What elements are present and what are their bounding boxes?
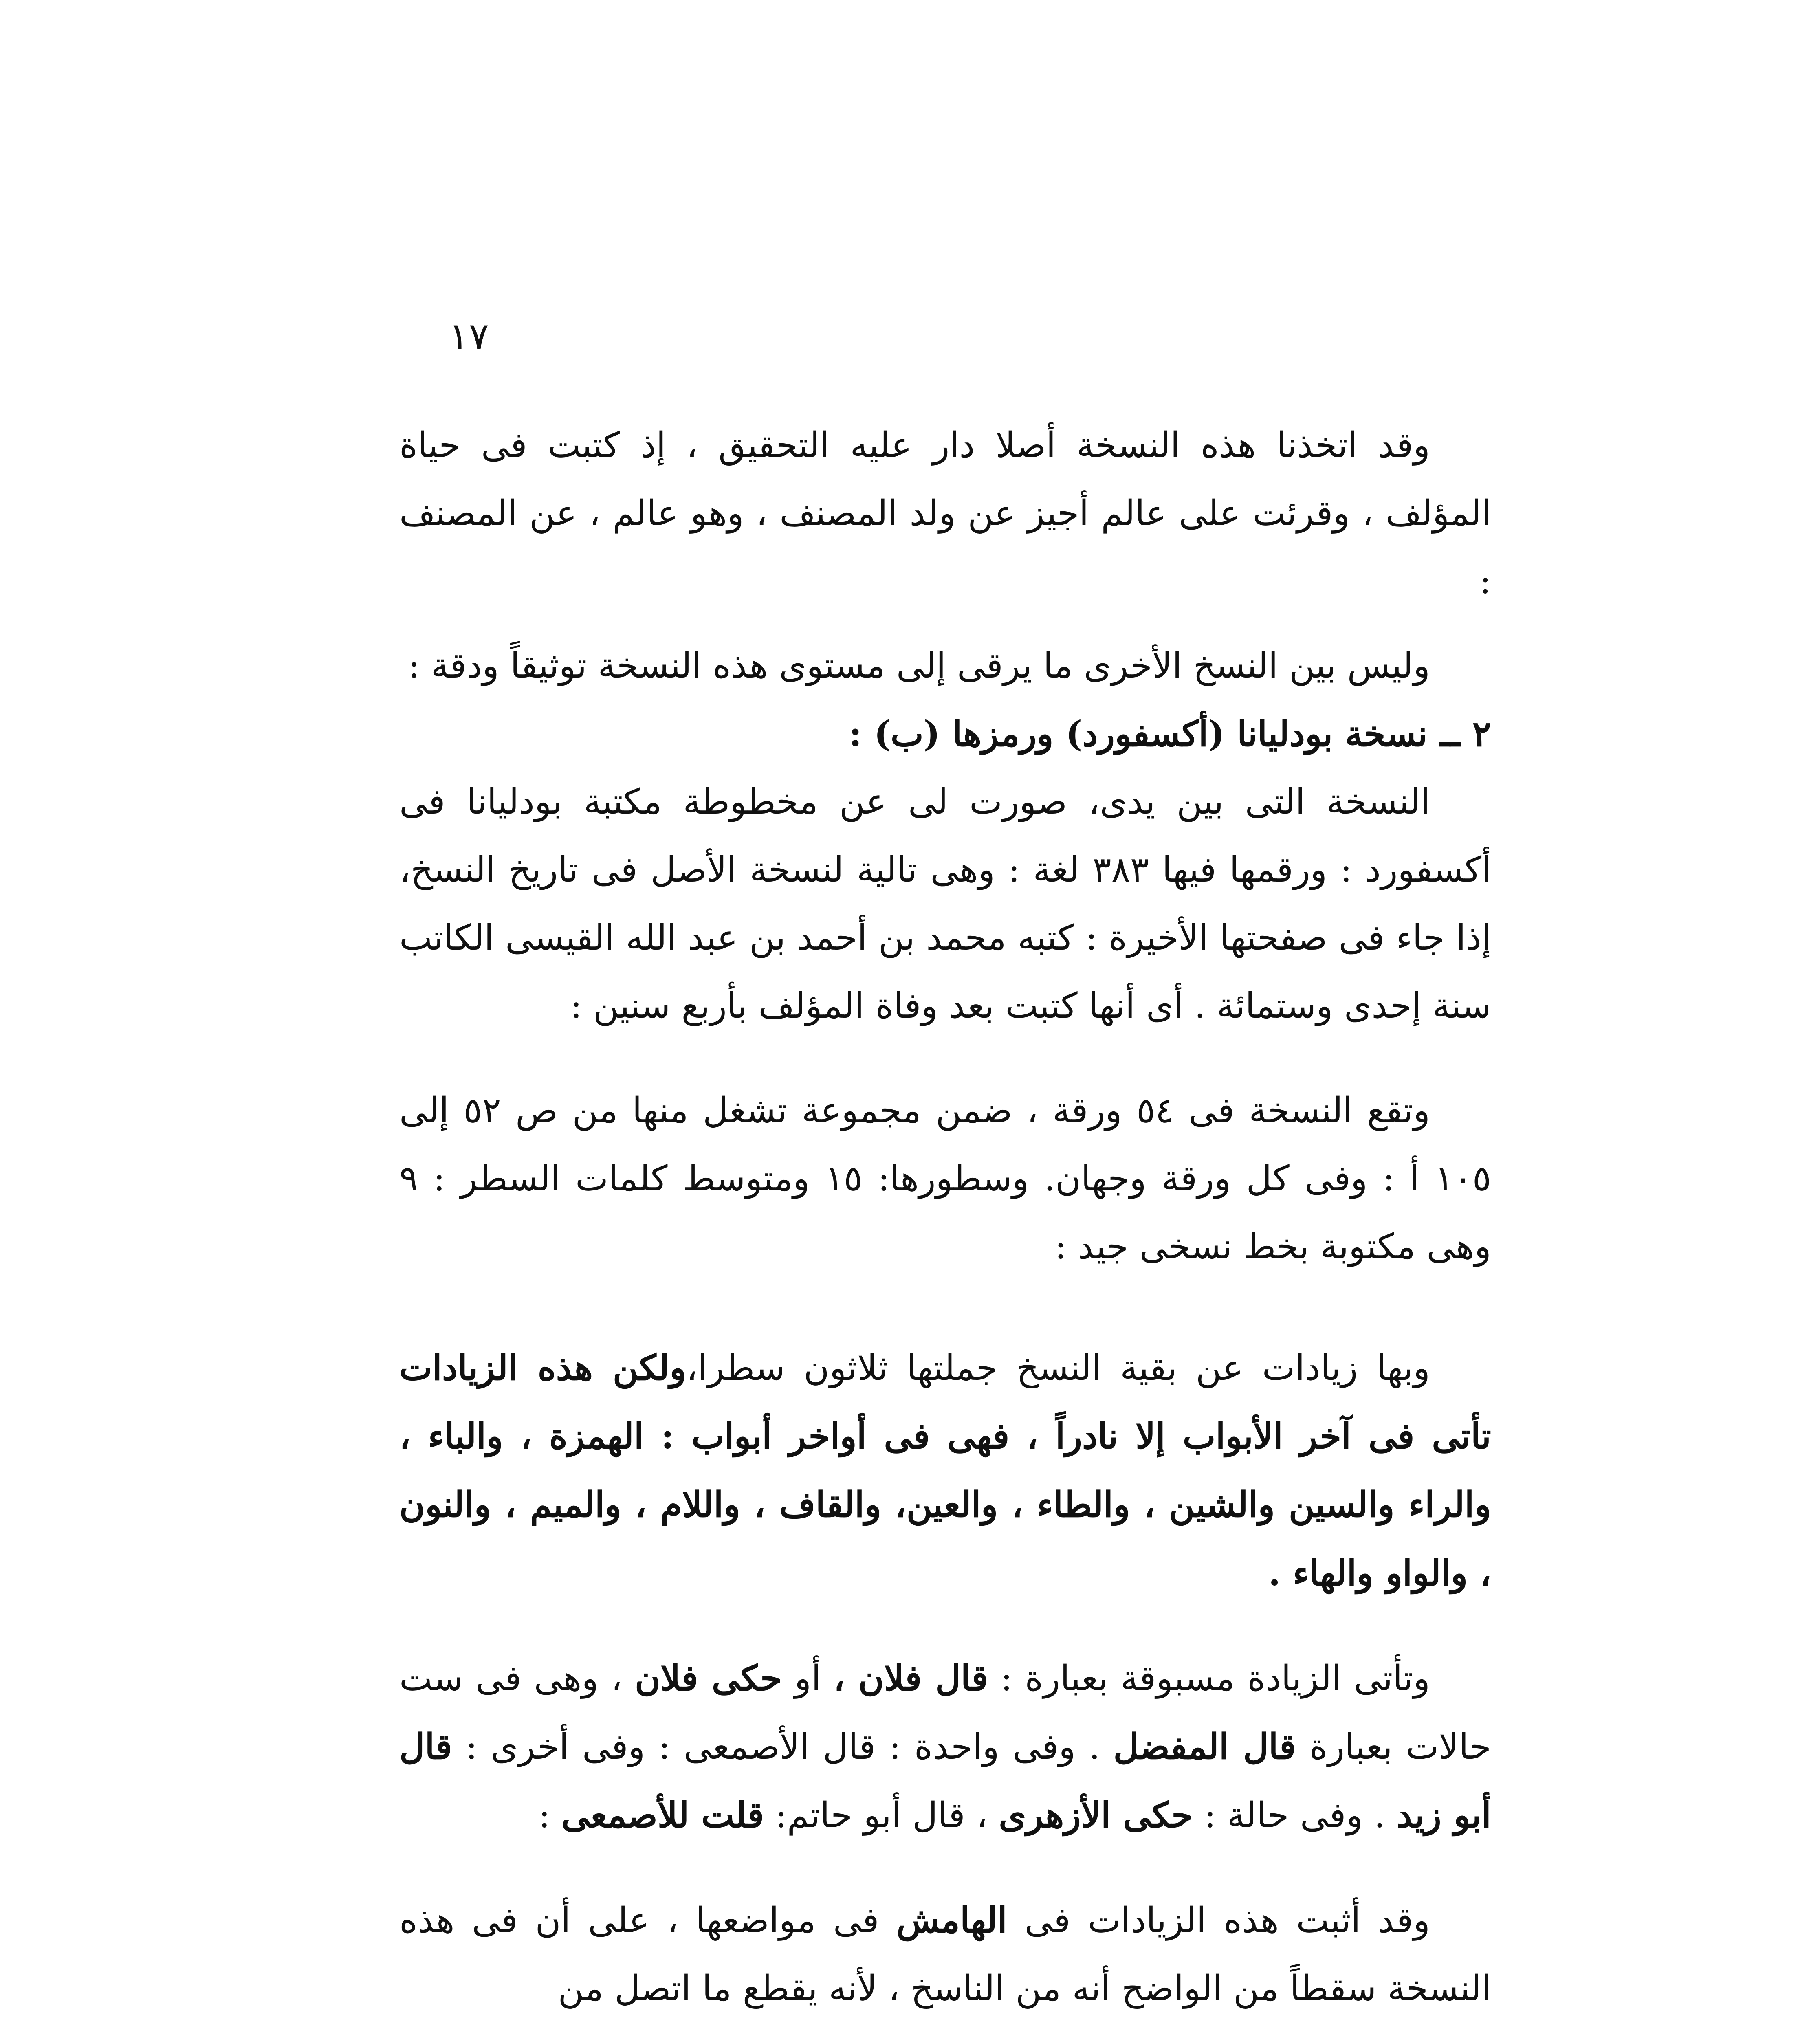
p6-h: قال أبو زيد [399,1726,1491,1836]
paragraph-1: وقد اتخذنا هذه النسخة أصلا دار عليه التحقيق ، إذ كتبت فى حياة المؤلف ، وقرئت على عالم أجيز عن ولد المصنف ، وهو عالم ، عن المصنف : [399,425,1491,602]
p6-g: . وفى واحدة : قال الأصمعى : وفى أخرى : [465,1727,1100,1767]
body-text [399,411,1491,2023]
paragraph-7 [399,1886,1491,2023]
p6-i: . وفى حالة : [1204,1795,1385,1836]
p7-b: الهامش [896,1900,1007,1941]
section-heading: ٢ ــ نسخة بودليانا (أكسفورد) ورمزها (ب) : [849,713,1491,755]
paragraph-6 [399,1644,1491,1850]
p6-m: : [538,1795,550,1836]
page-number: ١٧ [449,315,489,358]
p7-a: وقد أثبت هذه الزيادات فى [1024,1900,1430,1941]
paragraph-4: وتقع النسخة فى ٥٤ ورقة ، ضمن مجموعة تشغل منها من ص ٥٢ إلى ١٠٥ أ : وفى كل ورقة وجهان. وسطورها: ١٥ ومتوسط كلمات السطر : ٩ وهى مكتوبة بخط نسخى جيد : [399,1090,1492,1267]
p6-j: حكى الأزهرى [999,1795,1193,1836]
paragraph-5 [399,1334,1491,1608]
p6-f: قال المفضل [1113,1726,1296,1767]
paragraph-5-bold: ولكن هذه الزيادات تأتى فى آخر الأبواب إلا نادراً ، فهى فى أواخر أبواب : الهمزة ، والباء ، والراء والسين والشين ، والطاء ، والعين، والقاف ، واللام ، والميم ، والنون ، والواو والهاء . [399,1347,1491,1594]
paragraph-2: وليس بين النسخ الأخرى ما يرقى إلى مستوى هذه النسخة توثيقاً ودقة : [408,645,1430,686]
p6-k: ، قال أبو حاتم: [775,1795,988,1836]
p6-a: وتأتى الزيادة مسبوقة بعبارة : [1000,1658,1430,1699]
p6-l: قلت للأصمعى [561,1795,764,1836]
paragraph-3: النسخة التى بين يدى، صورت لى عن مخطوطة مكتبة بودليانا فى أكسفورد : ورقمها فيها ٣٨٣ لغة : وهى تالية لنسخة الأصل فى تاريخ النسخ، إذا جاء فى صفحتها الأخيرة : كتبه محمد بن أحمد بن عبد الله القيسى الكاتب سنة إحدى وستمائة . أى أنها كتبت بعد وفاة المؤلف بأربع سنين : [399,781,1491,1026]
p6-c: أو [794,1658,821,1699]
p7-c: فى مواضعها ، على أن فى هذه النسخة سقطاً من الواضح أنه من الناسخ ، لأنه يقطع ما اتصل من [399,1900,1491,2009]
paragraph-5-plain: وبها زيادات عن بقية النسخ جملتها ثلاثون سطرا، [686,1348,1430,1388]
p6-b: قال فلان ، [833,1658,988,1699]
p6-e: ، وهى فى ست حالات بعبارة [399,1658,1491,1767]
p6-d: حكى فلان [634,1658,782,1699]
